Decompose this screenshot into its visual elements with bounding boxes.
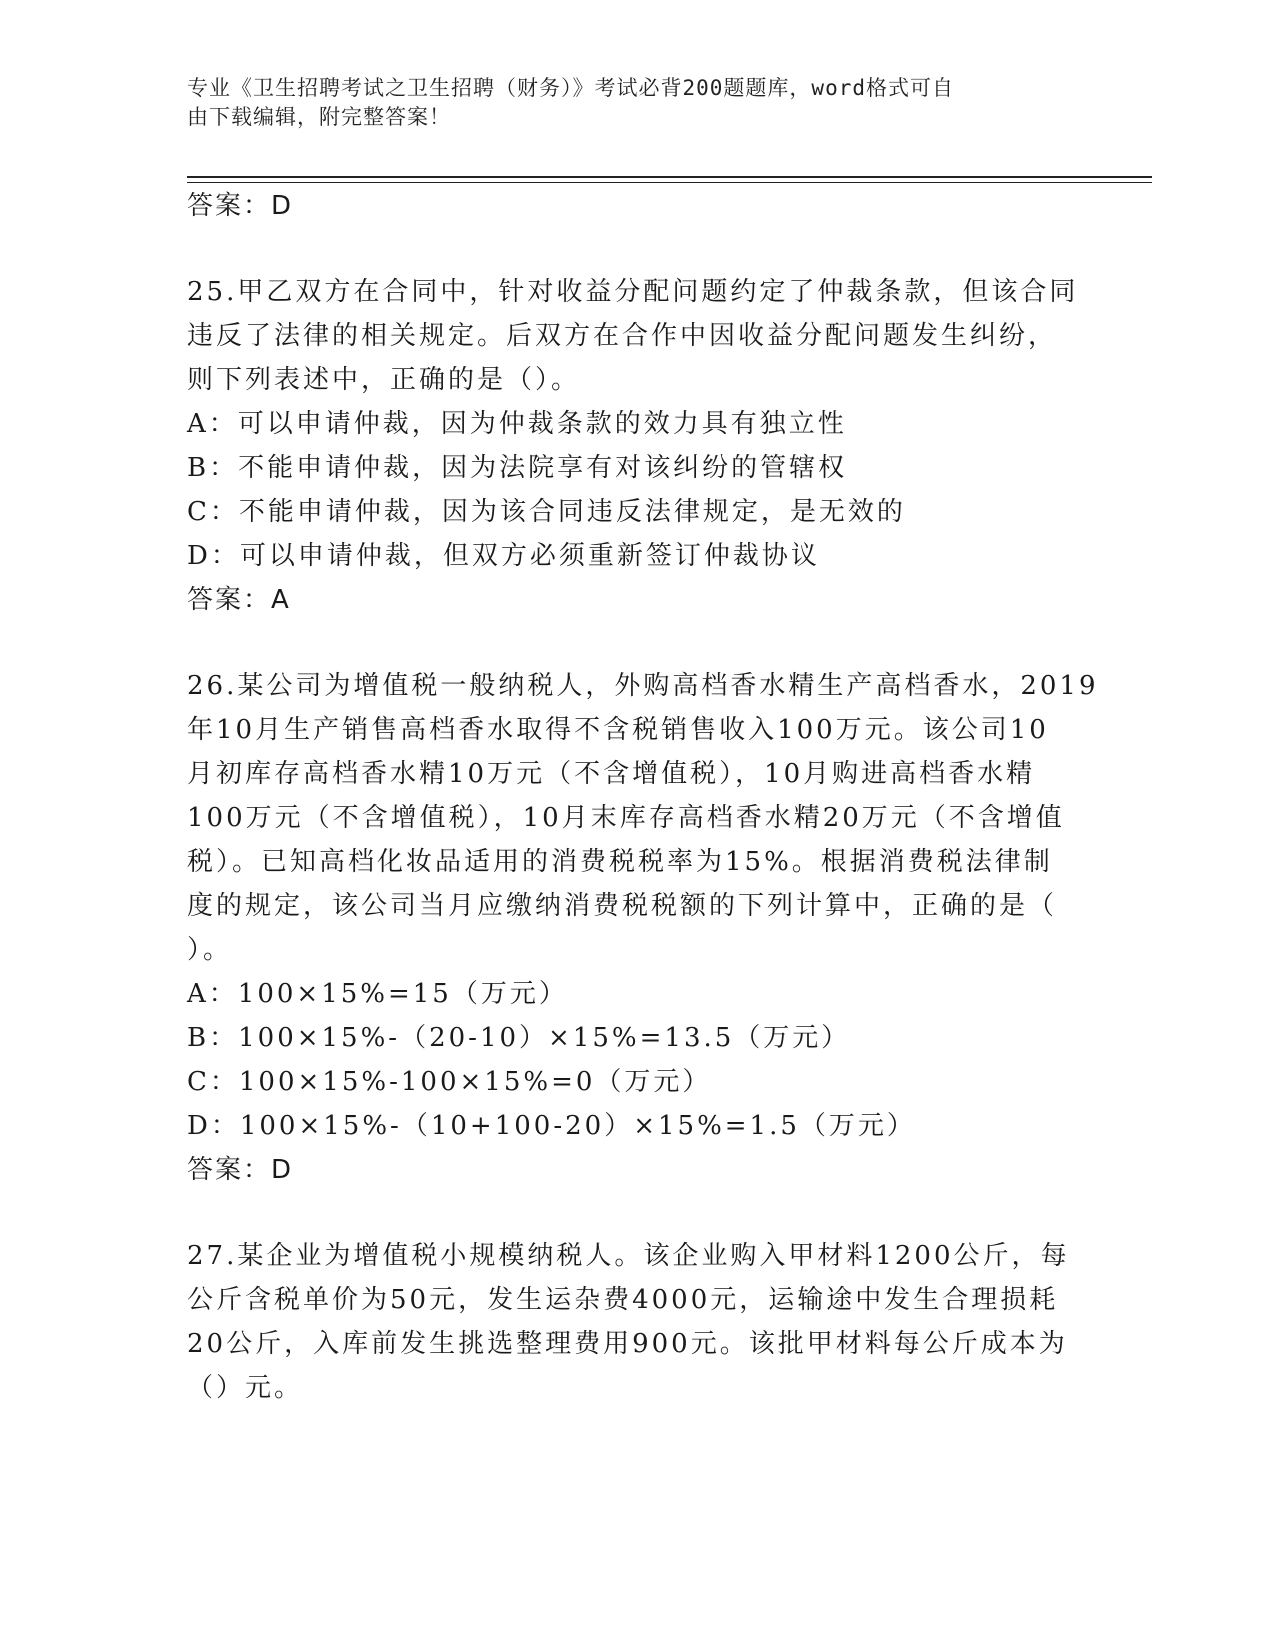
q26-stem-line-7: ）。 (187, 935, 233, 965)
q26-stem-line-2: 年10月生产销售高档香水取得不含税销售收入100万元。该公司10 (187, 715, 1049, 745)
q26-stem-line-4: 100万元（不含增值税），10月末库存高档香水精20万元（不含增值 (187, 803, 1065, 833)
answer-26: 答案：D (187, 1155, 294, 1185)
q26-option-d: D：100×15%-（10+100-20）×15%=1.5（万元） (187, 1111, 916, 1141)
q26-option-a: A：100×15%=15（万元） (187, 979, 568, 1009)
q27-stem-line-4: （）元。 (187, 1373, 304, 1403)
header-line-1: 专业《卫生招聘考试之卫生招聘（财务）》考试必背200题题库，word格式可自 (187, 76, 954, 100)
header-line-2: 由下载编辑，附完整答案！ (187, 105, 451, 129)
q26-stem-line-1: 26.某公司为增值税一般纳税人，外购高档香水精生产高档香水，2019 (187, 671, 1099, 701)
header-rule-thick (187, 176, 1152, 178)
header-rule-thin (187, 182, 1152, 183)
q25-option-c: C：不能申请仲裁，因为该合同违反法律规定，是无效的 (187, 497, 906, 527)
q25-stem-line-1: 25.甲乙双方在合同中，针对收益分配问题约定了仲裁条款，但该合同 (187, 277, 1079, 307)
q27-stem-line-3: 20公斤，入库前发生挑选整理费用900元。该批甲材料每公斤成本为 (187, 1329, 1068, 1359)
q25-stem-line-2: 违反了法律的相关规定。后双方在合作中因收益分配问题发生纠纷， (187, 321, 1058, 351)
q25-stem-line-3: 则下列表述中，正确的是（）。 (187, 365, 581, 395)
q25-option-d: D：可以申请仲裁，但双方必须重新签订仲裁协议 (187, 541, 820, 571)
q27-stem-line-1: 27.某企业为增值税小规模纳税人。该企业购入甲材料1200公斤，每 (187, 1241, 1070, 1271)
page-header (187, 74, 1067, 132)
q26-option-b: B：100×15%-（20-10）×15%=13.5（万元） (187, 1023, 851, 1053)
q25-option-a: A：可以申请仲裁，因为仲裁条款的效力具有独立性 (187, 409, 847, 439)
q25-option-b: B：不能申请仲裁，因为法院享有对该纠纷的管辖权 (187, 453, 848, 483)
q27-stem-line-2: 公斤含税单价为50元，发生运杂费4000元，运输途中发生合理损耗 (187, 1285, 1059, 1315)
answer-25: 答案：A (187, 585, 291, 615)
answer-24: 答案：D (187, 191, 294, 221)
q26-stem-line-6: 度的规定，该公司当月应缴纳消费税税额的下列计算中，正确的是（ (187, 891, 1058, 921)
q26-stem-line-3: 月初库存高档香水精10万元（不含增值税），10月购进高档香水精 (187, 759, 1036, 789)
q26-stem-line-5: 税）。已知高档化妆品适用的消费税税率为15%。根据消费税法律制 (187, 847, 1053, 877)
q26-option-c: C：100×15%-100×15%=0（万元） (187, 1067, 712, 1097)
